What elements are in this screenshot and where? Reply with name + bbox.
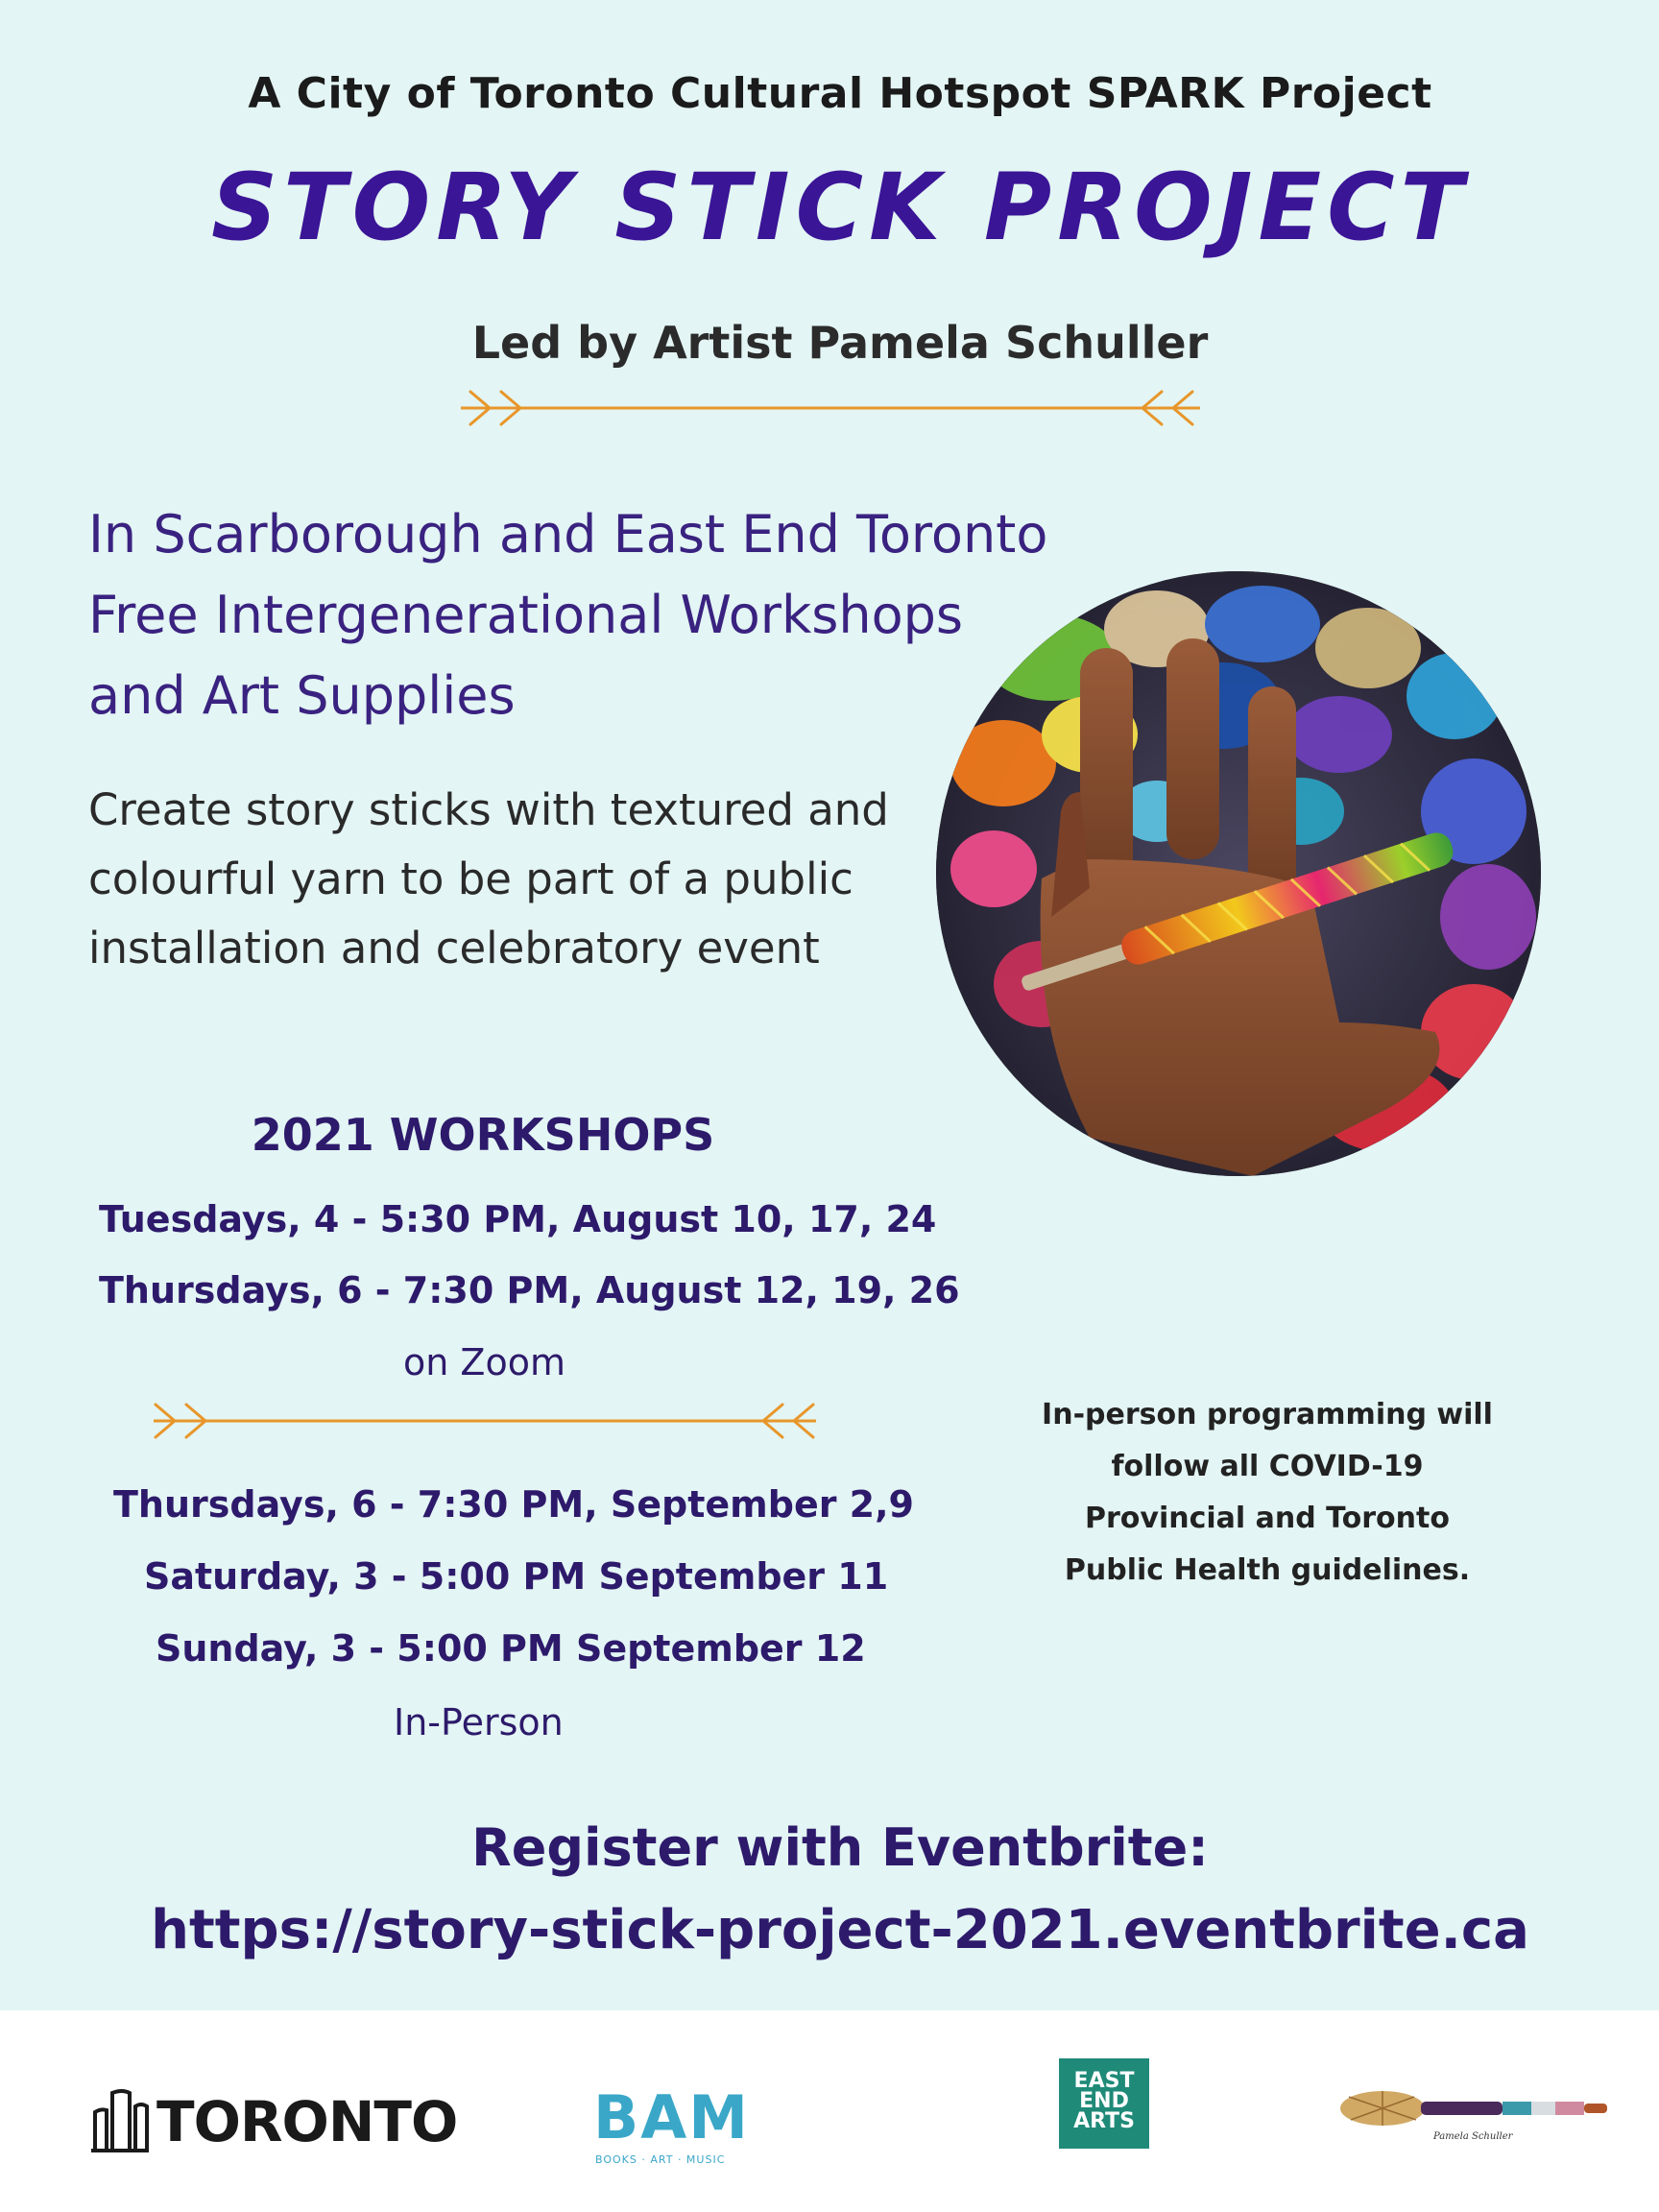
schedule-line: Saturday, 3 - 5:00 PM September 11 — [144, 1555, 889, 1598]
pamela-schuller-logo — [1339, 2087, 1608, 2145]
arrow-divider-top — [461, 384, 1200, 432]
covid-note-line: Public Health guidelines. — [1064, 1553, 1471, 1587]
arrow-divider-middle — [154, 1397, 816, 1445]
intro-line: In Scarborough and East End Toronto — [88, 504, 1048, 565]
artist-credit: Led by Artist Pamela Schuller — [471, 317, 1209, 369]
pamela-schuller-caption: Pamela Schuller — [1433, 2131, 1513, 2142]
description-line: Create story sticks with textured and — [88, 784, 889, 835]
intro-line: and Art Supplies — [88, 665, 516, 726]
sponsor-footer — [0, 2010, 1659, 2212]
schedule-line: Tuesdays, 4 - 5:30 PM, August 10, 17, 24 — [99, 1198, 937, 1240]
page-title: STORY STICK PROJECT — [210, 154, 1469, 261]
supertitle: A City of Toronto Cultural Hotspot SPARK Project — [248, 69, 1432, 118]
register-link[interactable]: https://story-stick-project-2021.eventbrite.ca — [151, 1899, 1529, 1961]
bam-logo — [593, 2082, 750, 2169]
arrow-divider-icon — [154, 1397, 816, 1445]
covid-note-line: Provincial and Toronto — [1085, 1502, 1450, 1535]
east-end-arts-line: EAST — [1073, 2069, 1135, 2093]
workshops-heading: 2021 WORKSHOPS — [251, 1109, 715, 1161]
toronto-wordmark: TORONTO — [156, 2089, 458, 2154]
register-label: Register with Eventbrite: — [471, 1817, 1209, 1878]
in-person-label: In-Person — [394, 1701, 564, 1743]
bam-wordmark: BAM — [593, 2082, 750, 2152]
story-stick-icon — [1339, 2087, 1608, 2129]
schedule-line: Sunday, 3 - 5:00 PM September 12 — [156, 1627, 866, 1670]
yarn-hand-photo — [936, 571, 1541, 1176]
schedule-line: Thursdays, 6 - 7:30 PM, August 12, 19, 26 — [99, 1269, 960, 1311]
city-hall-icon — [91, 2087, 149, 2154]
covid-note — [1008, 1389, 1527, 1597]
description-line: installation and celebratory event — [88, 923, 820, 974]
east-end-arts-line: END — [1079, 2089, 1129, 2113]
intro-block — [88, 494, 1144, 736]
covid-note-line: In-person programming will — [1042, 1398, 1493, 1431]
arrow-divider-icon — [461, 384, 1200, 432]
yarn-hand-illustration — [936, 571, 1541, 1176]
intro-line: Free Intergenerational Workshops — [88, 585, 964, 645]
schedule-line: Thursdays, 6 - 7:30 PM, September 2,9 — [113, 1483, 914, 1526]
east-end-arts-logo — [1059, 2058, 1149, 2149]
east-end-arts-line: ARTS — [1073, 2109, 1135, 2133]
description-line: colourful yarn to be part of a public — [88, 854, 854, 904]
covid-note-line: follow all COVID-19 — [1111, 1450, 1424, 1483]
zoom-label: on Zoom — [403, 1341, 565, 1383]
description — [88, 776, 933, 983]
city-of-toronto-logo — [91, 2087, 458, 2154]
bam-tagline: BOOKS · ART · MUSIC — [595, 2153, 726, 2166]
